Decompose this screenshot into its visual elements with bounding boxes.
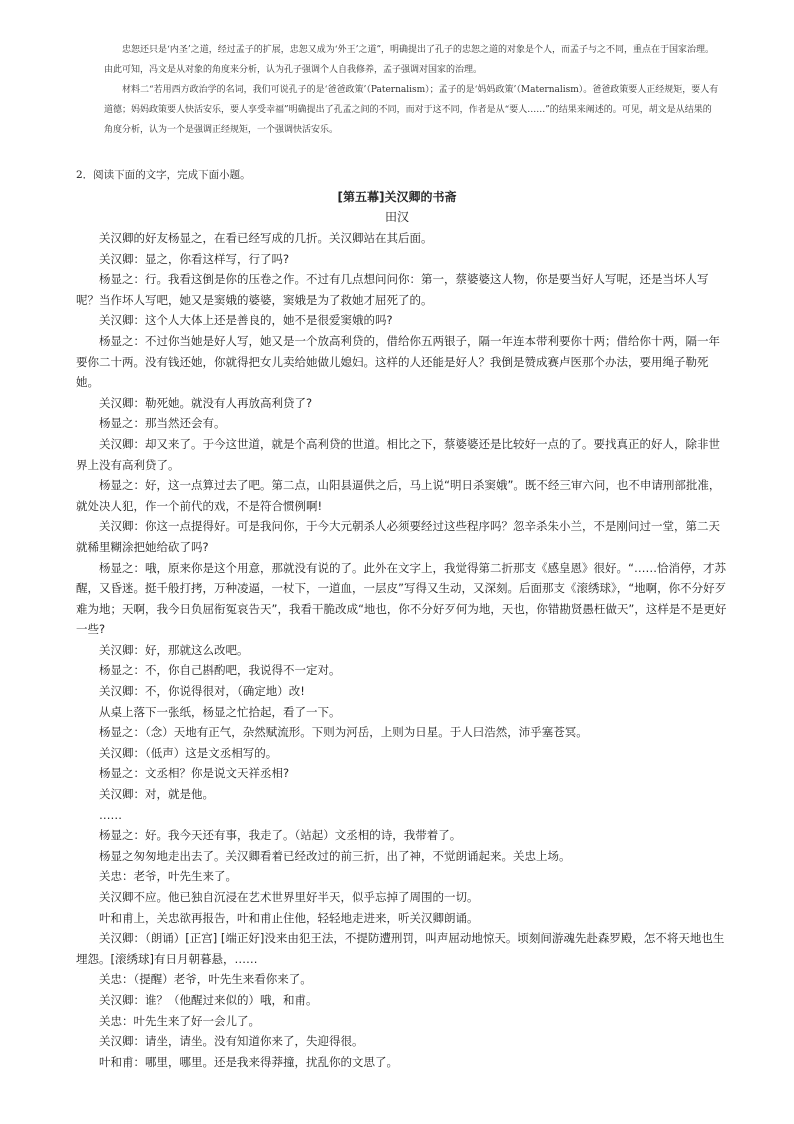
play-paragraph: 关汉卿：这个人大体上还是善良的，她不是很爱窦娥的吗? bbox=[99, 313, 393, 328]
play-paragraph: 关汉卿：（低声）这是文丞相写的。 bbox=[99, 745, 278, 760]
play-paragraph: 杨显之：行。我看这倒是你的压卷之作。不过有几点想问问你：第一，蔡婆婆这人物，你是要当好人写呢，还是当坏人写呢？当作坏人写吧，她又是窦娥的婆婆，窦娥是为了救她才屈死了的。 bbox=[76, 272, 709, 307]
play-paragraph: 关汉卿的好友杨显之，在看已经写成的几折。关汉卿站在其后面。 bbox=[99, 231, 433, 245]
play-paragraph: 杨显之：文丞相？你是说文天祥丞相? bbox=[99, 766, 290, 781]
intro-paragraph-2: 材料二“若用西方政治学的名词，我们可说孔子的是‘爸爸政策’（Paternalism）；孟子的是‘妈妈政策’（Maternalism）。爸爸政策要人正经规矩，要人有道德；妈妈政策要人快活安乐，要人享受幸福”明确提出了孔孟之间的不同，而对于这不同，作者是从“要人……”的结果来阐述的。可见，胡文是从结果的角度分析，认为一个是强调正经规矩，一个强调快活安乐。 bbox=[104, 85, 719, 135]
stage-direction: 从桌上落下一张纸，杨显之忙拾起，看了一下。 bbox=[99, 704, 341, 719]
stage-direction: 关汉卿不应。他已独自沉浸在艺术世界里好半天，似乎忘掉了周围的一切。 bbox=[99, 890, 479, 904]
play-paragraph: 关汉卿：勒死她。就没有人再放高利贷了? bbox=[99, 395, 313, 410]
stage-direction: 叶和甫上，关忠欲再报告，叶和甫止住他，轻轻地走进来，听关汉卿朗诵。 bbox=[99, 910, 479, 925]
play-paragraph: 关汉卿：（朗诵）[正宫] [端正好]没来由犯王法，不提防遭刑罚，叫声屈动地惊天。顷刻间游魂先赴森罗殿，怎不将天地也生埋怨。[滚绣球]有日月朝暮悬，…… bbox=[76, 931, 725, 966]
play-text bbox=[76, 228, 731, 1072]
intro-answer-text bbox=[104, 40, 719, 140]
play-paragraph: 关汉卿：却又来了。于今这世道，就是个高利贷的世道。相比之下，蔡婆婆还是比较好一点的了。要找真正的好人，除非世界上没有高利贷了。 bbox=[76, 436, 720, 472]
play-paragraph: 杨显之：好。我今天还有事，我走了。（站起）文丞相的诗，我带着了。 bbox=[99, 828, 462, 843]
play-paragraph: 杨显之：哦，原来你是这个用意，那就没有说的了。此外在文字上，我觉得第二折那支《感皇恩》很好。“……恰消停，才苏醒，又昏迷。挺千般打拷，万种凌逼，一杖下，一道血，一层皮”写得又生动，又深刻。后面那支《滚绣球》，“地啊，你不分好歹难为地；天啊，我今日负屈衔冤哀告天”，我看干脆改成“地也，你不分好歹何为地，天也，你错勘贤愚枉做天”，这样是不是更好一些? bbox=[76, 560, 727, 637]
intro-paragraph-1: 忠恕还只是‘内圣’之道，经过孟子的扩展，忠恕又成为‘外王’之道”，明确提出了孔子的忠恕之道的对象是个人，而孟子与之不同，重点在于国家治理。由此可知，冯文是从对象的角度来分析，认为孔子强调个人自我修养，孟子强调对国家的治理。 bbox=[104, 45, 715, 75]
play-paragraph: 关汉卿：不，你说得很对，（确定地）改! bbox=[99, 684, 305, 699]
play-paragraph: 关汉卿：请坐，请坐。没有知道你来了，失迎得很。 bbox=[99, 1034, 364, 1049]
play-paragraph: 杨显之：好，这一点算过去了吧。第二点，山阳县逼供之后，马上说“明日杀窦娥”。既不经三审六问，也不申请刑部批准，就处决人犯，作一个前代的戏，不是符合惯例啊! bbox=[76, 478, 721, 513]
play-paragraph: 关汉卿：好，那就这么改吧。 bbox=[99, 642, 249, 657]
play-paragraph: 杨显之：不过你当她是好人写，她又是一个放高利贷的，借给你五两银子，隔一年连本带利要你十两；借给你十两，隔一年要你二十两。没有钱还她，你就得把女儿卖给她做儿媳妇。这样的人还能是好人？我倒是赞成赛卢医那个办法，要用绳子勒死她。 bbox=[76, 333, 720, 390]
play-paragraph: 关汉卿：显之，你看这样写，行了吗? bbox=[99, 251, 290, 266]
play-paragraph: 杨显之：不，你自己斟酌吧，我说得不一定对。 bbox=[99, 663, 341, 678]
play-paragraph: 关汉卿：谁？（他醒过来似的）哦，和甫。 bbox=[99, 992, 318, 1007]
play-paragraph: 关忠：叶先生来了好一会儿了。 bbox=[99, 1013, 260, 1028]
ellipsis-line: …… bbox=[99, 807, 122, 822]
stage-direction: 杨显之匆匆地走出去了。关汉卿看着已经改过的前三折，出了神，不觉朗诵起来。关忠上场。 bbox=[99, 848, 571, 863]
play-paragraph: 关汉卿：对，就是他。 bbox=[99, 787, 214, 802]
play-title: [第五幕]关汉卿的书斋 bbox=[337, 190, 457, 204]
play-paragraph: 叶和甫：哪里，哪里。还是我来得莽撞，扰乱你的文思了。 bbox=[99, 1054, 398, 1069]
question-heading: 2．阅读下面的文字，完成下面小题。 bbox=[76, 169, 251, 181]
play-author: 田汉 bbox=[384, 210, 409, 224]
play-paragraph: 杨显之：那当然还会有。 bbox=[99, 416, 226, 431]
play-paragraph: 关忠：老爷，叶先生来了。 bbox=[99, 869, 237, 884]
play-paragraph: 杨显之：（念）天地有正气，杂然赋流形。下则为河岳，上则为日星。于人曰浩然，沛乎塞苍冥。 bbox=[99, 725, 588, 740]
play-paragraph: 关忠：（提醒）老爷，叶先生来看你来了。 bbox=[99, 972, 312, 987]
play-paragraph: 关汉卿：你这一点提得好。可是我问你，于今大元朝杀人必须要经过这些程序吗？忽辛杀朱小兰，不是刚问过一堂，第二天就稀里糊涂把她给砍了吗? bbox=[76, 519, 720, 554]
